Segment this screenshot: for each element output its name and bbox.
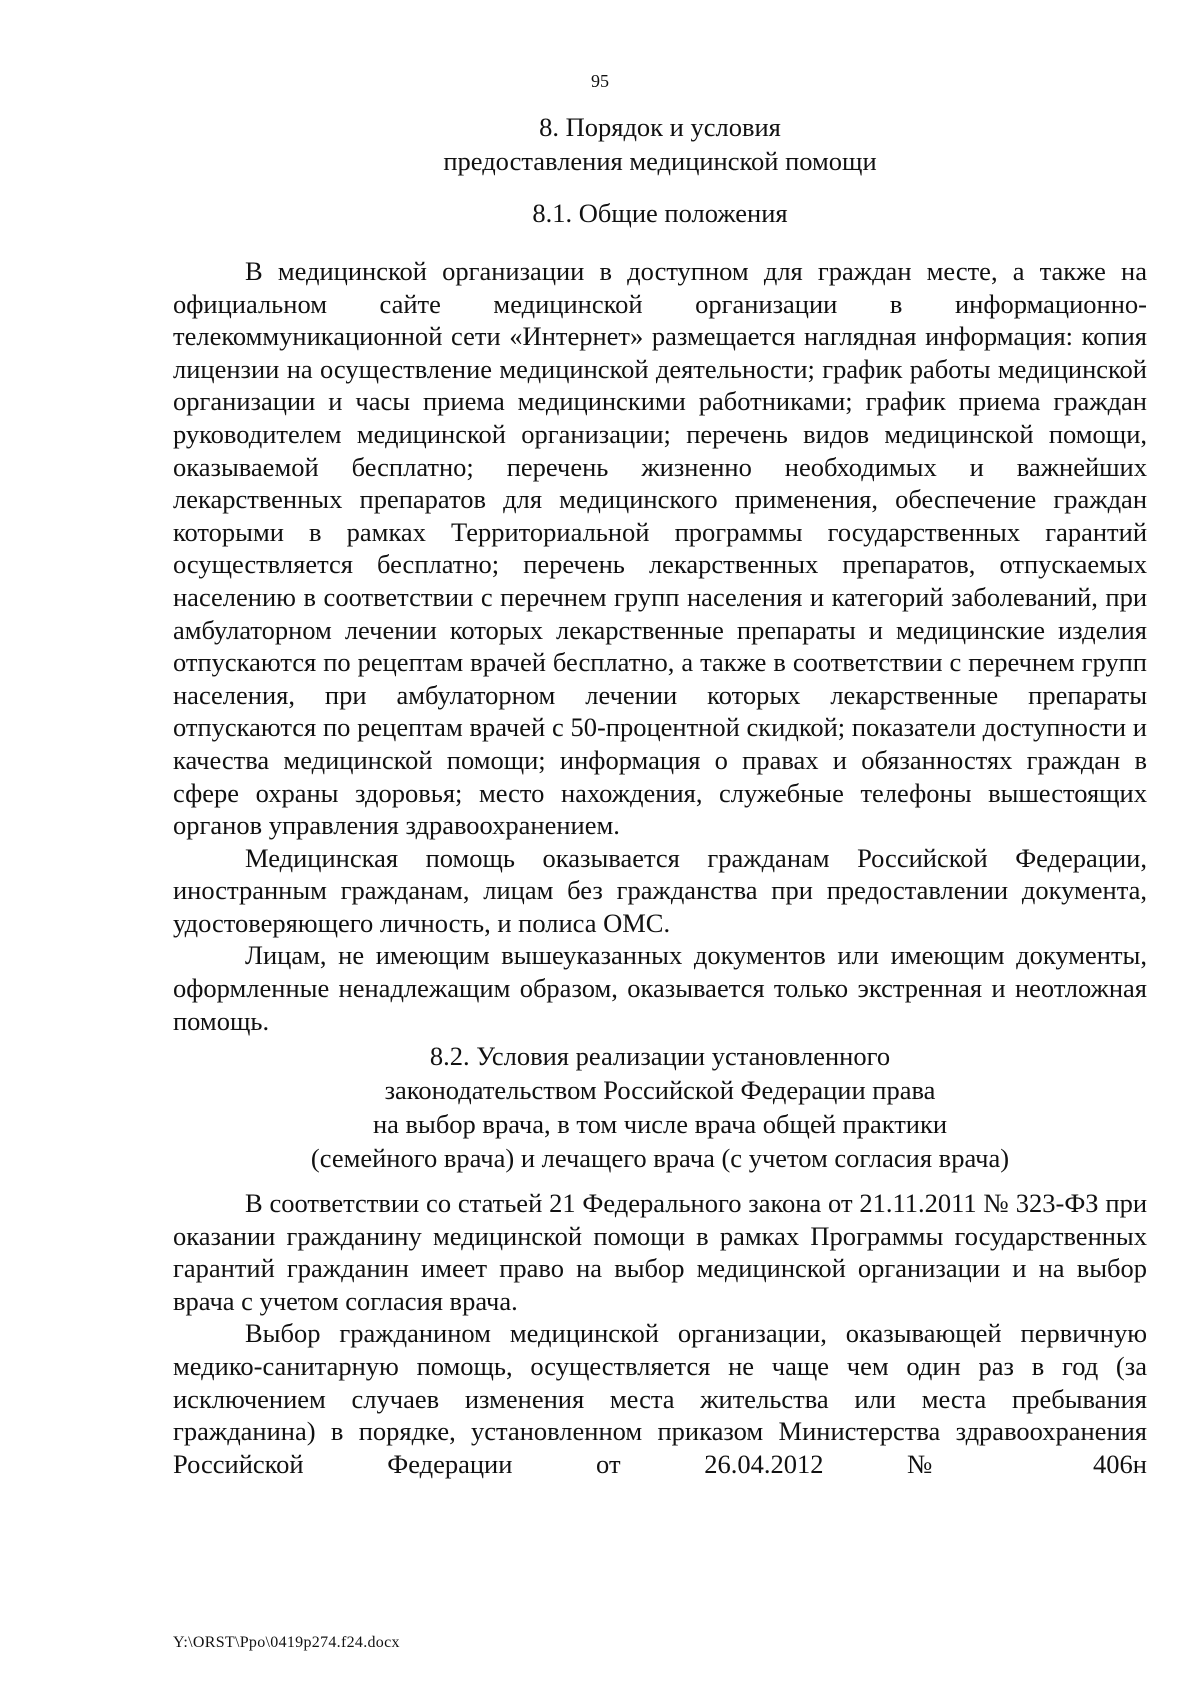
footer-file-path: Y:\ORST\Ppo\0419p274.f24.docx [173,1634,400,1651]
section-8-1-title: 8.1. Общие положения [532,198,788,228]
page-number: 95 [591,71,609,91]
section-8-title-line1: 8. Порядок и условия [539,112,781,142]
paragraph-medical-help-citizens: Медицинская помощь оказывается гражданам Российской Федерации, иностранным гражданам, лицам без гражданства при предоставлении документа, удостоверяющего личность, и полиса ОМС. [173,842,1147,938]
section-8-1-heading [173,196,1147,230]
section-8-title-line2: предоставления медицинской помощи [443,146,877,176]
section-8-2-title-line2: законодательством Российской Федерации права [384,1075,936,1105]
section-8-1-body [173,255,1147,1037]
paragraph-right-to-choose: В соответствии со статьей 21 Федерального закона от 21.11.2011 № 323-ФЗ при оказании гражданину медицинской помощи в рамках Программы государственных гарантий гражданин имеет право на выбор медицинской организации и на выбор врача с учетом согласия врача. [173,1188,1147,1316]
section-8-2-body [173,1187,1147,1480]
paragraph-emergency-help: Лицам, не имеющим вышеуказанных документов или имеющим документы, оформленные ненадлежащим образом, оказывается только экстренная и неотложная помощь. [173,940,1147,1036]
section-8-2-title-line3: на выбор врача, в том числе врача общей практики [372,1109,948,1139]
section-8-2-heading [173,1039,1147,1175]
section-8-2-title-line4: (семейного врача) и лечащего врача (с учетом согласия врача) [310,1143,1010,1173]
paragraph-organization-choice: Выбор гражданином медицинской организации, оказывающей первичную медико-санитарную помощь, осуществляется не чаще чем один раз в год (за исключением случаев изменения места жительства или места пребывания гражданина) в порядке, установленном приказом Министерства здравоохранения Российской Федерации от 26.04.2012 № 406н [173,1318,1147,1479]
section-8-heading [173,110,1147,178]
paragraph-info-placement: В медицинской организации в доступном для граждан месте, а также на официальном сайте медицинской организации в информационно-телекоммуникационной сети «Интернет» размещается наглядная информация: копия лицензии на осуществление медицинской деятельности; график работы медицинской организации и часы приема медицинскими работниками; график приема граждан руководителем медицинской организации; перечень видов медицинской помощи, оказываемой бесплатно; перечень жизненно необходимых и важнейших лекарственных препаратов для медицинского применения, обеспечение граждан которыми в рамках Территориальной программы государственных гарантий осуществляется бесплатно; перечень лекарственных препаратов, отпускаемых населению в соответствии с перечнем групп населения и категорий заболеваний, при амбулаторном лечении которых лекарственные препараты и медицинские изделия отпускаются по рецептам врачей бесплатно, а также в соответствии с перечнем групп населения, при амбулаторном лечении которых лекарственные препараты отпускаются по рецептам врачей с 50-процентной скидкой; показатели доступности и качества медицинской помощи; информация о правах и обязанностях граждан в сфере охраны здоровья; место нахождения, служебные телефоны вышестоящих органов управления здравоохранением. [173,256,1147,841]
section-8-2-title-line1: 8.2. Условия реализации установленного [429,1041,891,1071]
